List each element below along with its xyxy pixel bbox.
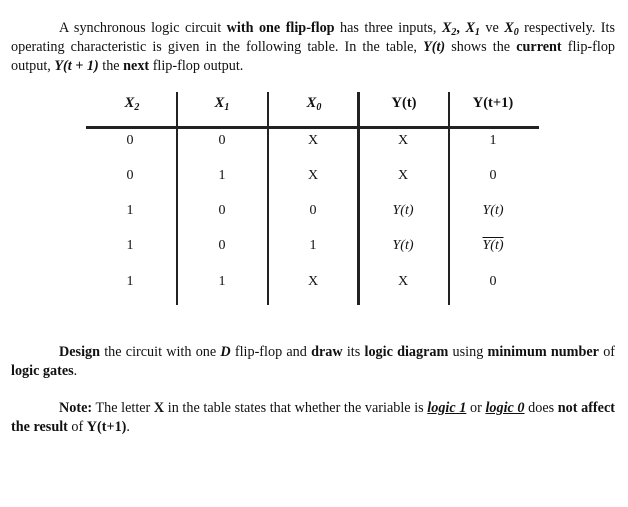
note-paragraph: Note: The letter X in the table states that whether the variable is logic 1 or logic 0 does not affect the result of Y(t+1). bbox=[11, 400, 615, 435]
table-cell: Y(t) bbox=[482, 203, 504, 218]
design-bold: Design bbox=[59, 344, 100, 360]
intro-text: the bbox=[98, 58, 124, 74]
intro-text: shows the bbox=[445, 39, 517, 55]
table-cell: X bbox=[307, 274, 319, 289]
table-cell: X bbox=[307, 168, 319, 183]
not-affect-bold: not affect the result bbox=[11, 400, 615, 435]
intro-text: flip-flop output, bbox=[11, 39, 616, 74]
intro-text: flip-flop output. bbox=[149, 58, 244, 74]
table-cell: 1 bbox=[126, 203, 134, 218]
table-cell: 0 bbox=[126, 133, 134, 148]
intro-text: A synchronous logic circuit bbox=[59, 20, 227, 36]
column-divider bbox=[176, 92, 178, 305]
minimum-number-bold: minimum number bbox=[487, 344, 599, 360]
var-yt: Y(t) bbox=[423, 39, 446, 55]
table-cell: Y(t) bbox=[392, 238, 414, 253]
var-x1: $X_1$ bbox=[465, 20, 480, 38]
table-cell: 0 bbox=[489, 168, 497, 183]
table-cell: X bbox=[397, 168, 409, 183]
logic-1-emph: logic 1 bbox=[427, 400, 467, 416]
column-divider bbox=[448, 92, 450, 305]
table-cell: X bbox=[397, 274, 409, 289]
intro-text: respectively. Its operating characteristic is given in the following table. In the table, bbox=[11, 20, 615, 55]
var-x2: $X_2$ bbox=[441, 20, 457, 38]
table-cell: 0 bbox=[218, 203, 226, 218]
var-d: D bbox=[220, 344, 231, 360]
header-divider bbox=[86, 126, 539, 129]
table-cell: 1 bbox=[218, 274, 226, 289]
draw-bold: draw bbox=[311, 344, 343, 360]
note-x-bold: X bbox=[153, 400, 165, 416]
table-cell: 0 bbox=[126, 168, 134, 183]
column-divider-thick bbox=[357, 92, 360, 305]
var-x0: $X_0$ bbox=[504, 20, 519, 38]
var-yt1: Y(t + 1) bbox=[54, 58, 99, 74]
yt1-bold: Y(t+1) bbox=[86, 419, 127, 435]
column-divider bbox=[267, 92, 269, 305]
header-x0: $X_0$ bbox=[306, 95, 322, 113]
table-cell: 0 bbox=[489, 274, 497, 289]
table-cell: 1 bbox=[126, 274, 134, 289]
table-cell: Y(t) bbox=[392, 203, 414, 218]
header-x2: $X_2$ bbox=[124, 95, 140, 113]
logic-diagram-bold: logic diagram bbox=[364, 344, 449, 360]
intro-bold-one-flipflop: with one flip-flop bbox=[226, 20, 335, 36]
intro-text: ve bbox=[479, 20, 505, 36]
table-cell: X bbox=[307, 133, 319, 148]
table-cell: 1 bbox=[489, 133, 497, 148]
logic-0-emph: logic 0 bbox=[485, 400, 525, 416]
table-cell: 0 bbox=[309, 203, 317, 218]
header-x1: $X_1$ bbox=[214, 95, 230, 113]
table-cell: 0 bbox=[218, 238, 226, 253]
table-cell: 1 bbox=[126, 238, 134, 253]
intro-bold-next: next bbox=[123, 58, 150, 74]
table-cell: X bbox=[397, 133, 409, 148]
table-cell-complement: Y(t) bbox=[482, 238, 504, 253]
intro-text: has three inputs, bbox=[334, 20, 442, 36]
header-yt1: Y(t+1) bbox=[472, 95, 514, 111]
header-yt: Y(t) bbox=[391, 95, 417, 111]
table-cell: 1 bbox=[309, 238, 317, 253]
intro-separator: , bbox=[456, 20, 466, 36]
intro-bold-current: current bbox=[516, 39, 562, 55]
table-cell: 0 bbox=[218, 133, 226, 148]
note-label: Note: bbox=[59, 400, 93, 416]
design-paragraph: Design the circuit with one D flip-flop and draw its logic diagram using minimum number of logic gates. bbox=[11, 344, 616, 379]
table-cell: 1 bbox=[218, 168, 226, 183]
logic-gates-bold: logic gates bbox=[11, 363, 74, 379]
